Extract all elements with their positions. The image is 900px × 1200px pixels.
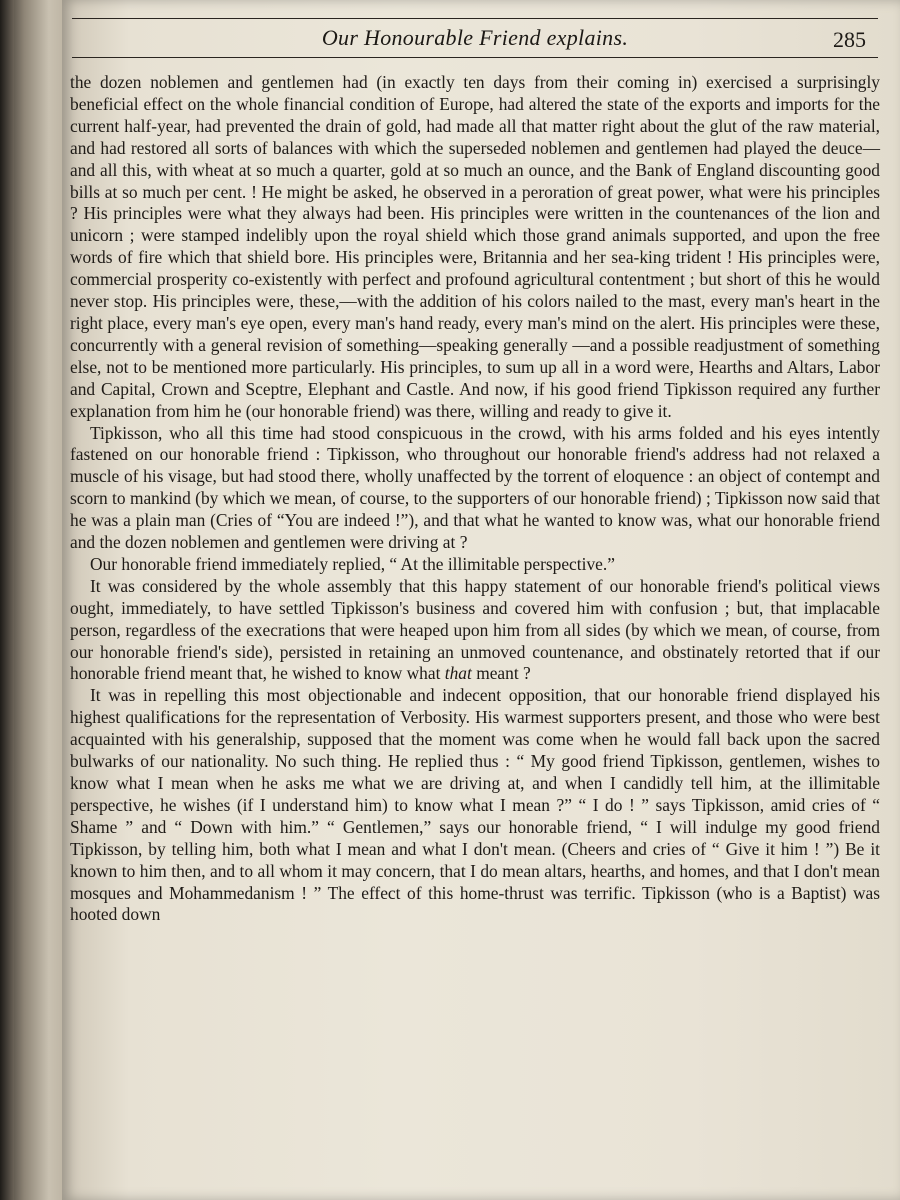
paragraph-4-text: It was considered by the whole assembly that this happy statement of our honorable friend's political views ought, immediately, to have settled Tipkisson's business and covered him with confusion ; but, that implacable person, regardless of the execrations that were heaped upon him from all sides (by which we mean, of course, from our honorable friend's side), persisted in retaining an unmoved countenance, and obstinately retorted that if our honorable friend meant that, he wished to know what <box>70 575 880 684</box>
paragraph-5: It was in repelling this most objectionable and indecent opposition, that our honorable friend displayed his highest qualifications for the representation of Verbosity. His warmest supporters present, and those who were best acquainted with his generalship, supposed that the moment was come when he would fall back upon the sacred bulwarks of our nationality. No such thing. He replied thus : “ My good friend Tipkisson, gentlemen, wishes to know what I mean when he asks me what we are driving at, and when I candidly tell him, at the illimitable perspective, he wishes (if I understand him) to know what I mean ?” “ I do ! ” says Tipkisson, amid cries of “ Shame ” and “ Down with him.” “ Gentlemen,” says our honorable friend, “ I will indulge my good friend Tipkisson, by telling him, both what I mean and what I don't mean. (Cheers and cries of “ Give it him ! ”) Be it known to him then, and to all whom it may concern, that I do mean altars, hearths, and homes, and that I don't mean mosques and Mohammedanism ! ” The effect of this home-thrust was terrific. Tipkisson (who is a Baptist) was hooted down <box>70 685 880 925</box>
running-head: Our Honourable Friend explains. <box>321 25 629 50</box>
page-header <box>72 18 878 58</box>
paragraph-4 <box>70 576 880 686</box>
page-number: 285 <box>833 27 866 52</box>
previous-page-edge <box>0 0 14 1200</box>
paragraph-4-italic: that <box>444 663 472 684</box>
paragraph-4-tail: meant ? <box>471 663 531 684</box>
paragraph-3: Our honorable friend immediately replied, “ At the illimitable perspective.” <box>90 553 615 574</box>
paragraph-2: Tipkisson, who all this time had stood conspicuous in the crowd, with his arms folded and his eyes intently fastened on our honorable friend : Tipkisson, who throughout our honorable friend's address had not relaxed a muscle of his visage, but had stood there, wholly unaffected by the torrent of eloquence : an object of contempt and scorn to mankind (by which we mean, of course, to the supporters of our honorable friend) ; Tipkisson now said that he was a plain man (Cries of “You are indeed !”), and that what he wanted to know was, what our honorable friend and the dozen noblemen and gentlemen were driving at ? <box>70 422 880 553</box>
paragraph-1: the dozen noblemen and gentlemen had (in exactly ten days from their coming in) exercised a surprisingly beneficial effect on the whole financial condition of Europe, had altered the state of the exports and imports for the current half-year, had prevented the drain of gold, had made all that matter right about the glut of the raw material, and had restored all sorts of balances with which the superseded noblemen and gentlemen had played the deuce—and all this, with wheat at so much a quarter, gold at so much an ounce, and the Bank of England discounting good bills at so much per cent. ! He might be asked, he observed in a peroration of great power, what were his principles ? His principles were what they always had been. His principles were written in the countenances of the lion and unicorn ; were stamped indelibly upon the royal shield which those grand animals supported, and upon the free words of fire which that shield bore. His principles were, Britannia and her sea-king trident ! His principles were, commercial prosperity co-existently with perfect and profound agricultural contentment ; but short of this he would never stop. His principles were, these,—with the addition of his colors nailed to the mast, every man's heart in the right place, every man's eye open, every man's hand ready, every man's mind on the alert. His principles were these, concurrently with a general revision of something—speaking generally —and a possible readjustment of something else, not to be mentioned more particularly. His principles, to sum up all in a word were, Hearths and Altars, Labor and Capital, Crown and Sceptre, Elephant and Castle. And now, if his good friend Tipkisson required any further explanation from him he (our honorable friend) was there, willing and ready to give it. <box>70 72 880 421</box>
body-text <box>70 72 880 926</box>
